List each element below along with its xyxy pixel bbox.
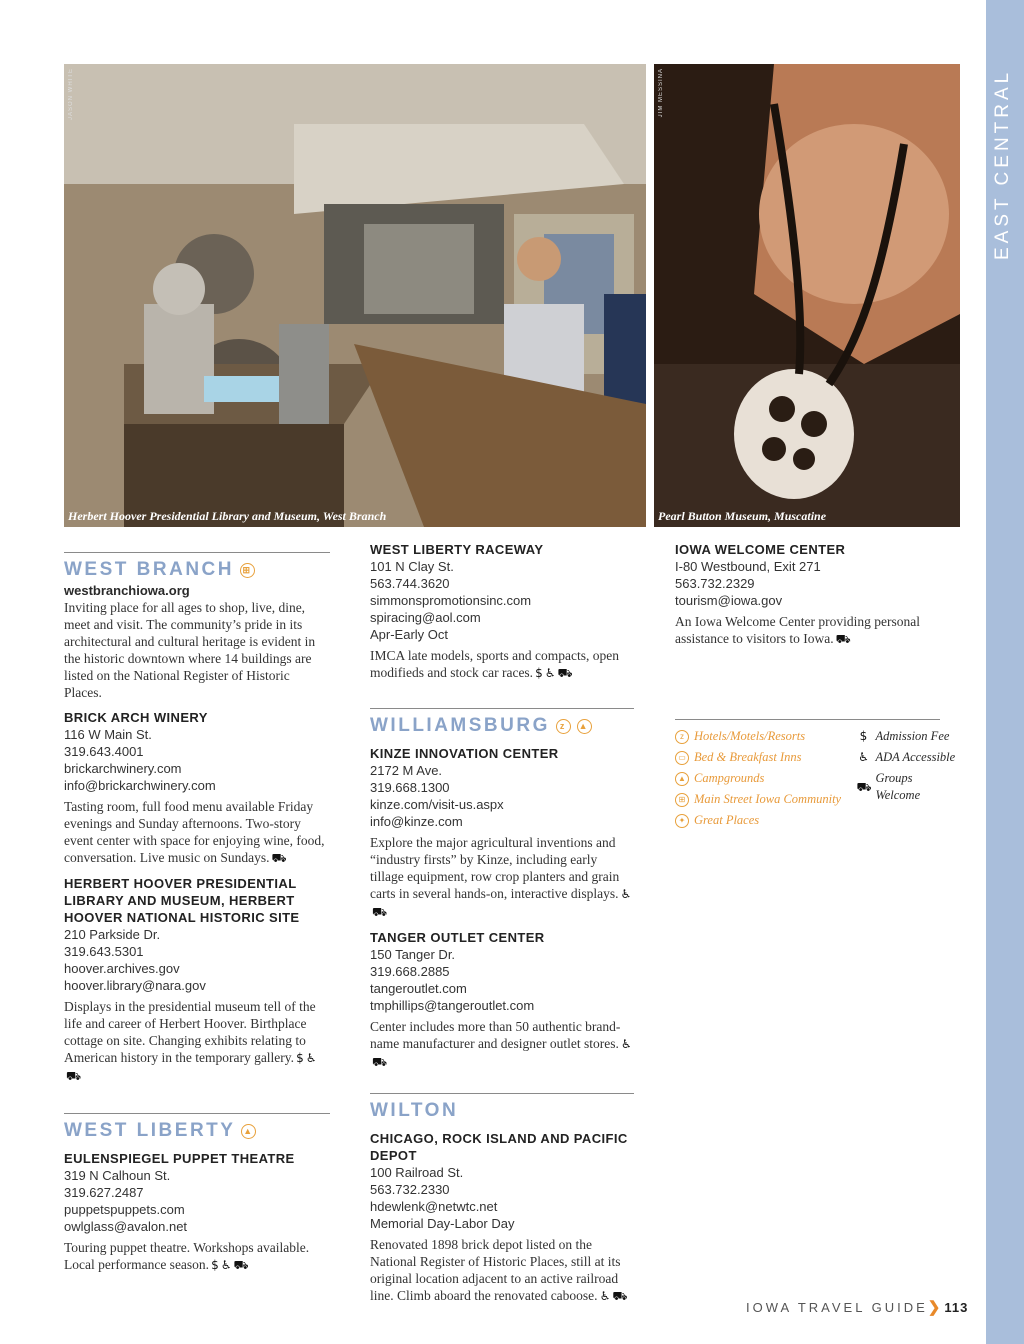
listing-website[interactable]: hoover.archives.gov	[64, 961, 180, 976]
photo-credit: JIM MESSINA	[658, 68, 664, 118]
campground-icon: ▲	[241, 1124, 256, 1139]
ada-accessible-icon: ♿	[305, 1051, 317, 1065]
town-name: WILTON	[370, 1100, 459, 1121]
hotel-icon: z	[675, 730, 689, 744]
listing-description: Renovated 1898 brick depot listed on the National Register of Historic Places, still at its original location adjacent to an active railroad line. Climb aboard the renovated caboose.	[370, 1237, 621, 1303]
listing-address: 100 Railroad St.	[370, 1165, 464, 1180]
main-street-icon: ⊞	[240, 563, 255, 578]
town-heading-west-liberty	[64, 1120, 330, 1142]
admission-fee-icon: $	[296, 1051, 304, 1065]
page-footer	[746, 1298, 968, 1316]
groups-welcome-icon: ⛟	[372, 905, 388, 919]
legend-main-street	[675, 791, 856, 808]
listing-address: 150 Tanger Dr.	[370, 947, 456, 962]
listing-title: BRICK ARCH WINERY	[64, 710, 208, 725]
town-name: WEST LIBERTY	[64, 1120, 236, 1141]
listing-kinze	[370, 745, 634, 921]
listing-description: Touring puppet theatre. Workshops available. Local performance season.	[64, 1240, 310, 1272]
listing-title: HERBERT HOOVER PRESIDENTIAL LIBRARY AND MUSEUM, HERBERT HOOVER NATIONAL HISTORIC SITE	[64, 876, 300, 925]
listing-phone: 563.732.2330	[370, 1182, 450, 1197]
legend-label: Campgrounds	[694, 771, 765, 785]
town-heading-wilton	[370, 1100, 634, 1122]
listing-email[interactable]: info@brickarchwinery.com	[64, 778, 216, 793]
admission-fee-icon: $	[211, 1258, 219, 1272]
town-description: Inviting place for all ages to shop, live, dine, meet and visit. The community’s pride in its architectural and cultural heritage is evident in the historic downtown where 14 buildings are listed on the National Register of Historic Places.	[64, 600, 316, 700]
legend-great-places	[675, 812, 856, 829]
listing-phone: 563.744.3620	[370, 576, 450, 591]
listing-website[interactable]: simmonspromotionsinc.com	[370, 593, 532, 608]
legend-label: Great Places	[694, 813, 760, 827]
column-2	[370, 538, 634, 1305]
legend-label: Main Street Iowa Community	[694, 792, 842, 806]
listing-address: 210 Parkside Dr.	[64, 927, 161, 942]
listing-email[interactable]: owlglass@avalon.net	[64, 1219, 188, 1234]
listing-email[interactable]: hdewlenk@netwtc.net	[370, 1199, 498, 1214]
bed-breakfast-icon: ▭	[675, 751, 689, 765]
listing-season: Apr-Early Oct	[370, 627, 449, 642]
listing-description: IMCA late models, sports and compacts, open modifieds and stock car races.	[370, 648, 619, 680]
legend-campgrounds	[675, 770, 856, 787]
listing-tanger-outlet	[370, 929, 634, 1071]
groups-welcome-icon: ⛟	[372, 1055, 388, 1069]
admission-fee-icon: $	[859, 729, 868, 743]
listing-website[interactable]: brickarchwinery.com	[64, 761, 182, 776]
campground-icon: ▲	[675, 772, 689, 786]
divider	[64, 1113, 330, 1114]
photo-caption: Pearl Button Museum, Muscatine	[658, 509, 827, 523]
photo-hoover-museum	[64, 64, 646, 527]
listing-email[interactable]: tmphillips@tangeroutlet.com	[370, 998, 535, 1013]
ada-accessible-icon: ♿	[620, 887, 632, 901]
listing-phone: 563.732.2329	[675, 576, 755, 591]
listing-puppet-theatre	[64, 1150, 330, 1274]
listing-email[interactable]: info@kinze.com	[370, 814, 463, 829]
pearl-button-photo-illustration	[654, 64, 960, 527]
ada-accessible-icon: ♿	[220, 1258, 232, 1272]
divider	[370, 708, 634, 709]
divider	[675, 719, 940, 720]
groups-welcome-icon: ⛟	[66, 1069, 82, 1083]
section-label: EAST CENTRAL	[992, 68, 1013, 260]
listing-website[interactable]: puppetspuppets.com	[64, 1202, 185, 1217]
listing-email[interactable]: spiracing@aol.com	[370, 610, 481, 625]
groups-welcome-icon: ⛟	[856, 779, 872, 794]
listing-phone: 319.643.4001	[64, 744, 144, 759]
icon-legend	[675, 719, 960, 829]
listing-hoover-library	[64, 875, 330, 1085]
listing-phone: 319.627.2487	[64, 1185, 144, 1200]
column-3	[675, 538, 945, 648]
listing-website[interactable]: tangeroutlet.com	[370, 981, 467, 996]
divider	[370, 1093, 634, 1094]
photo-caption: Herbert Hoover Presidential Library and Museum, West Branch	[68, 509, 387, 523]
listing-title: EULENSPIEGEL PUPPET THEATRE	[64, 1151, 295, 1166]
hotel-icon: z	[556, 719, 571, 734]
legend-hotels	[675, 728, 856, 745]
legend-groups	[856, 770, 960, 804]
town-heading-west-branch	[64, 559, 330, 581]
legend-label: Bed & Breakfast Inns	[694, 750, 802, 764]
listing-title: TANGER OUTLET CENTER	[370, 930, 545, 945]
groups-welcome-icon: ⛟	[835, 632, 851, 646]
admission-fee-icon: $	[535, 666, 543, 680]
museum-photo-illustration	[64, 64, 646, 527]
listing-description: Tasting room, full food menu available Friday evenings and Sunday afternoons. Two-story event center with space for enjoying wine, food, conversation. Live music on Sundays.	[64, 799, 325, 865]
chevron-right-icon: ❯	[927, 1299, 941, 1316]
legend-ada	[856, 749, 960, 766]
listing-address: 101 N Clay St.	[370, 559, 454, 574]
listing-phone: 319.643.5301	[64, 944, 144, 959]
town-name: WILLIAMSBURG	[370, 715, 550, 736]
groups-welcome-icon: ⛟	[233, 1258, 249, 1272]
listing-address: 319 N Calhoun St.	[64, 1168, 171, 1183]
campground-icon: ▲	[577, 719, 592, 734]
listing-west-liberty-raceway	[370, 541, 634, 682]
listing-title: KINZE INNOVATION CENTER	[370, 746, 559, 761]
listing-title: IOWA WELCOME CENTER	[675, 542, 846, 557]
groups-welcome-icon: ⛟	[557, 666, 573, 680]
main-street-icon: ⊞	[675, 793, 689, 807]
listing-iowa-welcome-center	[675, 541, 945, 648]
listing-title: WEST LIBERTY RACEWAY	[370, 542, 544, 557]
legend-label: Admission Fee	[875, 729, 950, 743]
town-website[interactable]: westbranchiowa.org	[64, 583, 190, 598]
listing-season: Memorial Day-Labor Day	[370, 1216, 515, 1231]
listing-address: 116 W Main St.	[64, 727, 152, 742]
legend-admission-fee	[856, 728, 960, 745]
ada-accessible-icon: ♿	[858, 750, 869, 764]
listing-website[interactable]: kinze.com/visit-us.aspx	[370, 797, 504, 812]
listing-description: Explore the major agricultural inventions and “industry firsts” by Kinze, including early tillage equipment, row crop planters and grain carts in several hands-on, interactive displays.	[370, 835, 620, 901]
photo-pearl-button	[654, 64, 960, 527]
great-places-icon: ✦	[675, 814, 689, 828]
listing-brick-arch-winery	[64, 709, 330, 867]
groups-welcome-icon: ⛟	[612, 1289, 628, 1303]
town-heading-williamsburg	[370, 715, 634, 737]
listing-address: 2172 M Ave.	[370, 763, 443, 778]
ada-accessible-icon: ♿	[599, 1289, 611, 1303]
legend-label: Groups Welcome	[875, 771, 921, 802]
listing-phone: 319.668.2885	[370, 964, 450, 979]
listing-phone: 319.668.1300	[370, 780, 450, 795]
column-1	[64, 538, 330, 1274]
legend-label: ADA Accessible	[875, 750, 956, 764]
footer-title: IOWA TRAVEL GUIDE	[746, 1299, 928, 1315]
listing-description: Center includes more than 50 authentic brand-name manufacturer and designer outlet stores.	[370, 1019, 621, 1051]
section-band	[986, 0, 1024, 1344]
listing-description: Displays in the presidential museum tell of the life and career of Herbert Hoover. Birthplace cottage on site. Changing exhibits relating to American history in the temporary gallery.	[64, 999, 316, 1065]
listing-description: An Iowa Welcome Center providing personal assistance to visitors to Iowa.	[675, 614, 920, 646]
town-name: WEST BRANCH	[64, 559, 234, 580]
divider	[64, 552, 330, 553]
listing-email[interactable]: tourism@iowa.gov	[675, 593, 783, 608]
ada-accessible-icon: ♿	[620, 1037, 632, 1051]
photo-credit: JASON WHITE	[68, 68, 74, 121]
listing-rock-island-depot	[370, 1130, 634, 1305]
legend-bed-breakfast	[675, 749, 856, 766]
page-number: 113	[944, 1299, 969, 1315]
listing-email[interactable]: hoover.library@nara.gov	[64, 978, 206, 993]
listing-address: I-80 Westbound, Exit 271	[675, 559, 821, 574]
ada-accessible-icon: ♿	[544, 666, 556, 680]
groups-welcome-icon: ⛟	[271, 851, 287, 865]
listing-title: CHICAGO, ROCK ISLAND AND PACIFIC DEPOT	[370, 1131, 628, 1163]
legend-label: Hotels/Motels/Resorts	[694, 729, 806, 743]
